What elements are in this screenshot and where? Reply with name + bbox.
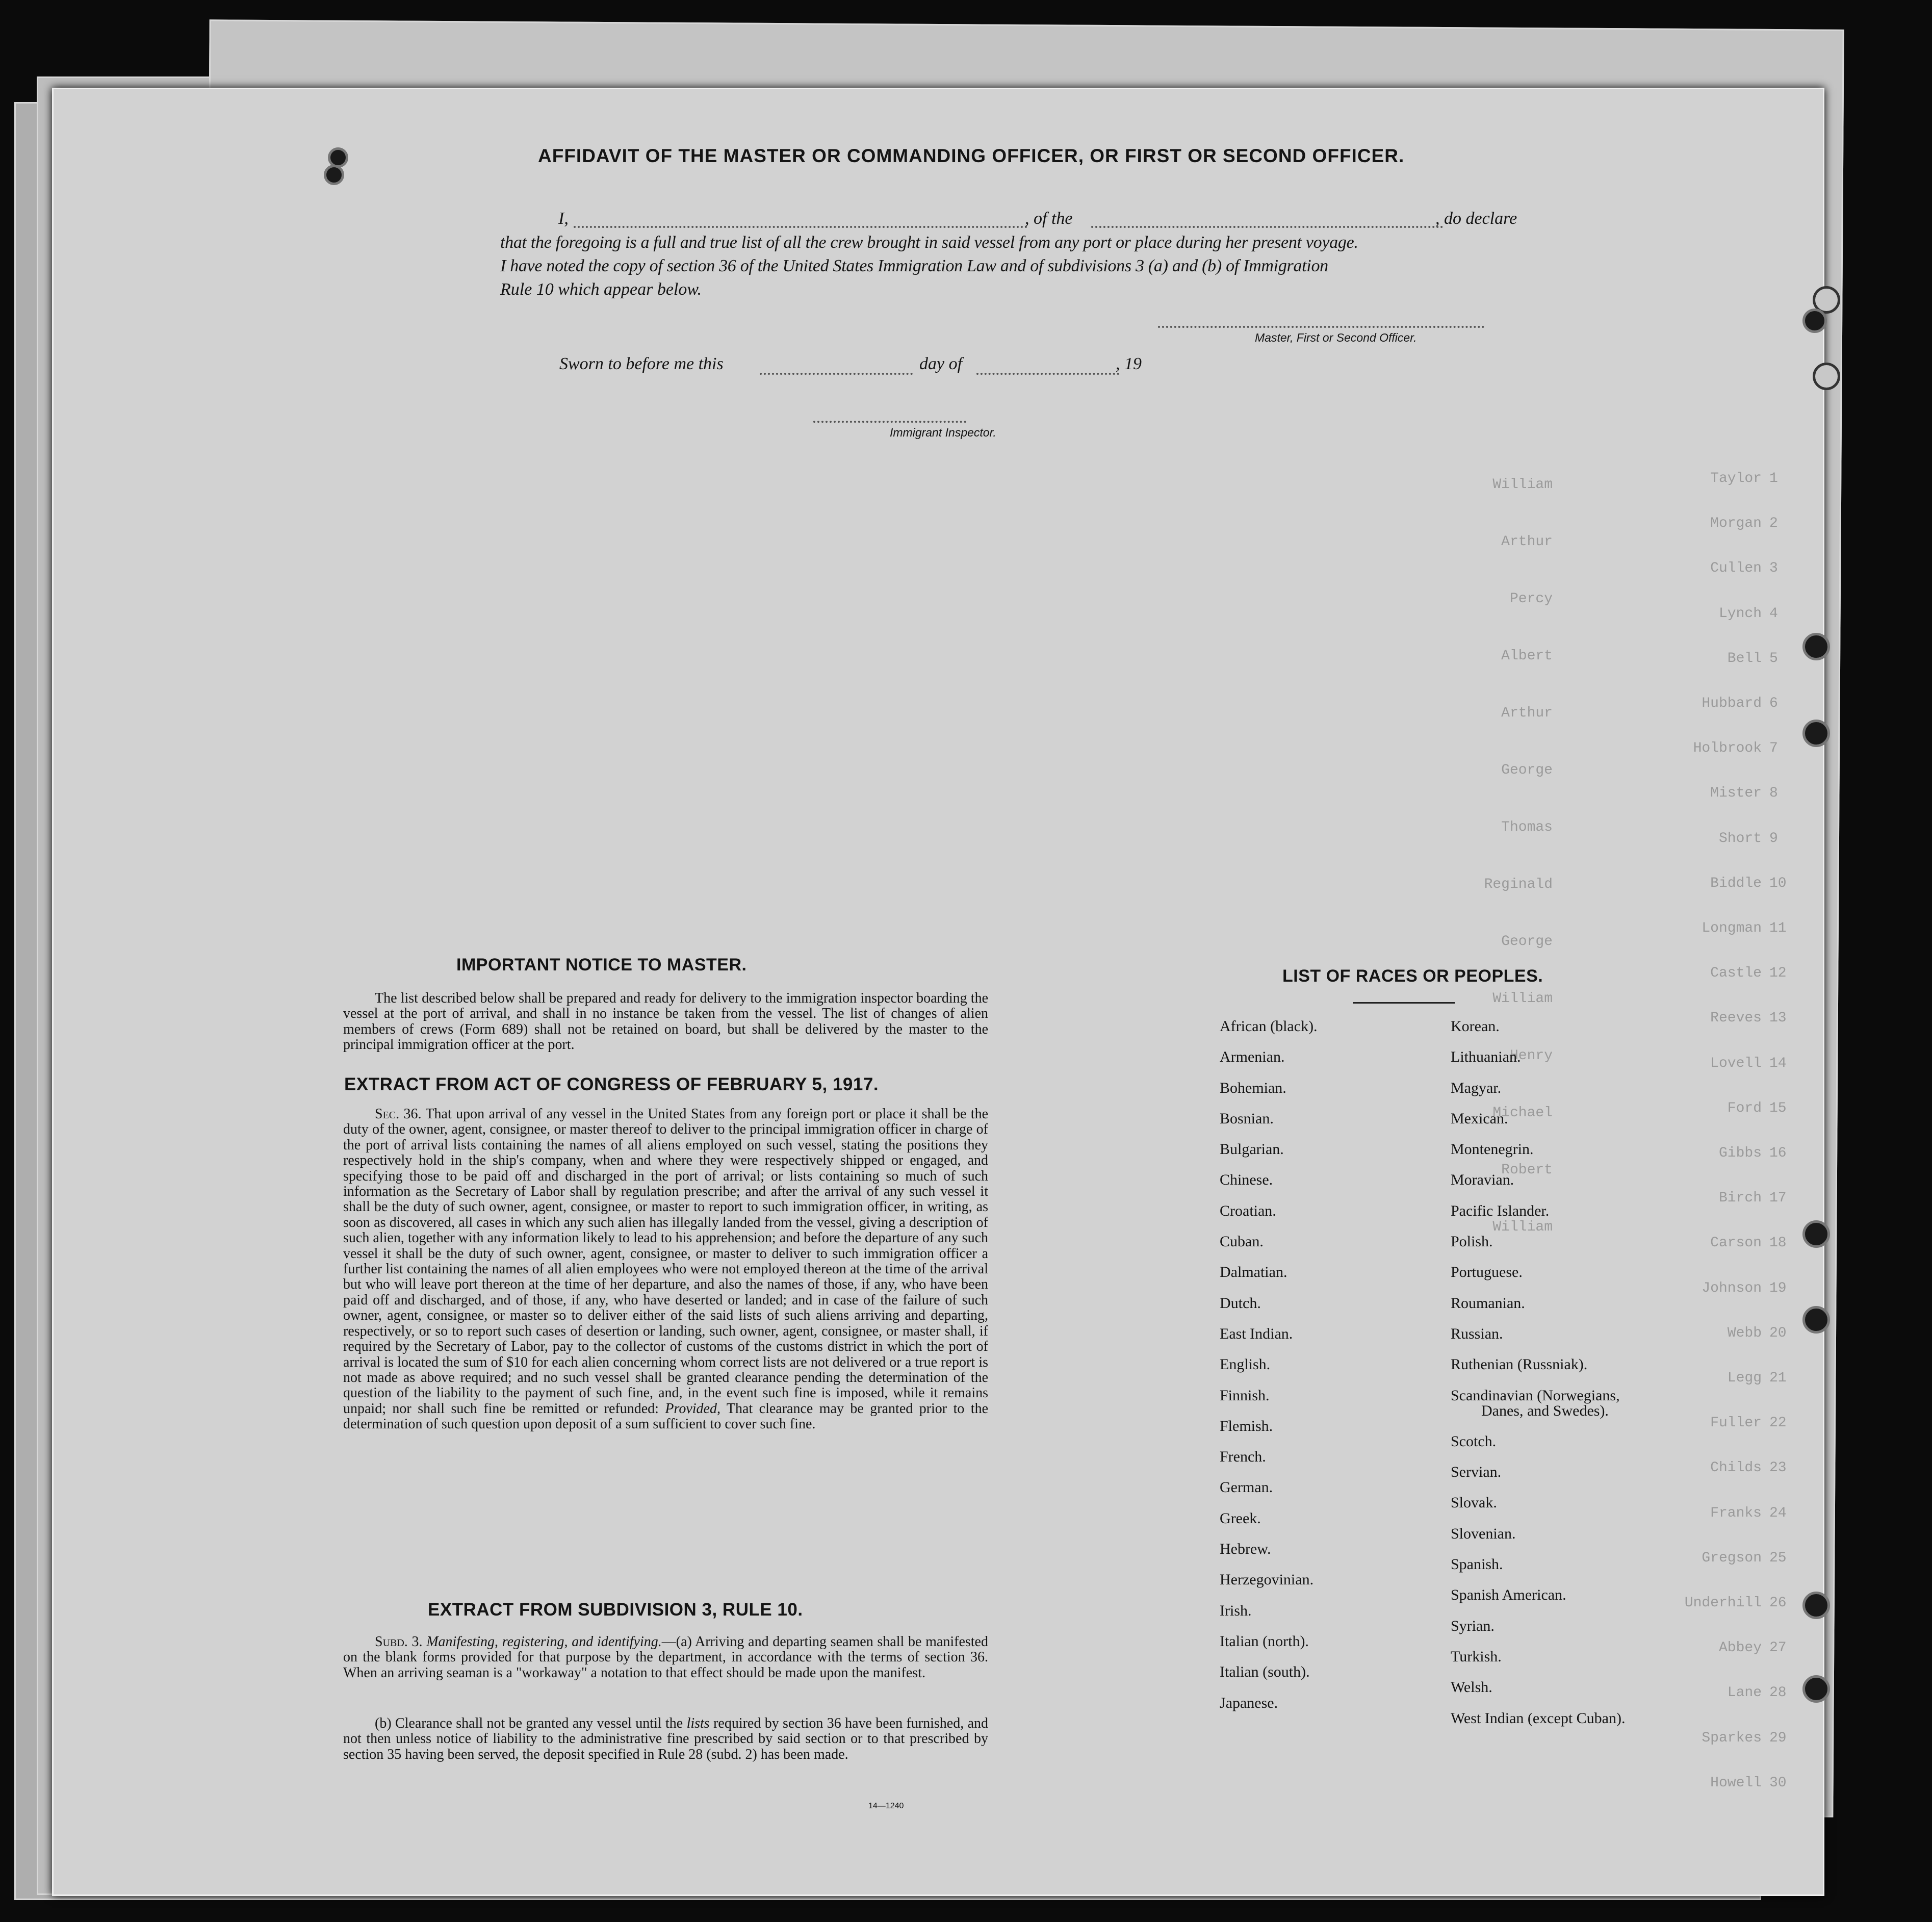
- race-right-item: Polish.: [1451, 1233, 1493, 1250]
- race-right-item: Slovenian.: [1451, 1525, 1516, 1542]
- binding-hole: [1802, 633, 1830, 660]
- race-right-item: Moravian.: [1451, 1171, 1514, 1189]
- ghost-text: Mister: [1710, 785, 1762, 802]
- ghost-text: Henry: [1509, 1048, 1553, 1064]
- ghost-text: Ford: [1727, 1100, 1762, 1116]
- ghost-text: 10: [1769, 875, 1787, 891]
- ghost-row-numbers: [1769, 456, 1800, 1806]
- ghost-text: 23: [1769, 1460, 1787, 1476]
- race-right-item: Magyar.: [1451, 1079, 1502, 1096]
- ghost-text: Abbey: [1718, 1640, 1762, 1656]
- ghost-text: Sparkes: [1702, 1730, 1762, 1746]
- ghost-text: Reeves: [1710, 1010, 1762, 1027]
- affidavit-do-declare: , do declare: [1435, 209, 1517, 228]
- race-right-item: Welsh.: [1451, 1679, 1492, 1696]
- ghost-text: 18: [1769, 1235, 1787, 1251]
- ghost-text: 2: [1769, 516, 1778, 532]
- ghost-text: Lane: [1727, 1685, 1762, 1701]
- ghost-text: Birch: [1718, 1190, 1762, 1207]
- binding-hole: [1802, 1592, 1830, 1619]
- rule-body-b-lists: lists: [686, 1715, 710, 1731]
- ghost-text: Childs: [1710, 1460, 1762, 1476]
- form-number: 14—1240: [868, 1802, 904, 1810]
- affidavit-line-3: I have noted the copy of section 36 of the United States Immigration Law and of subdivisions 3 (a) and (b) of Immigration: [500, 257, 1328, 275]
- ghost-text: Robert: [1501, 1162, 1553, 1178]
- race-left-item: Chinese.: [1220, 1171, 1273, 1189]
- affidavit-line-2: that the foregoing is a full and true list of all the crew brought in said vessel from any port or place during her present voyage.: [500, 233, 1358, 252]
- ghost-text: Howell: [1710, 1775, 1762, 1791]
- ghost-text: Longman: [1702, 920, 1762, 937]
- race-right-item: Danes, and Swedes).: [1481, 1402, 1609, 1419]
- race-right-item: Roumanian.: [1451, 1294, 1525, 1312]
- day-of-text: day of: [919, 354, 963, 373]
- binding-hole: [1802, 1220, 1830, 1248]
- ghost-text: Biddle: [1710, 875, 1762, 891]
- ghost-text: 3: [1769, 560, 1778, 577]
- ghost-text: Lynch: [1718, 605, 1762, 622]
- race-right-item: Servian.: [1451, 1464, 1502, 1481]
- ghost-text: Thomas: [1501, 819, 1553, 835]
- ghost-text: George: [1501, 934, 1553, 950]
- rule-body-a: —(a) Arriving and departing seamen shall be manifested on the blank forms provided for that purpose by the department, in accordance with the terms of section 36. When an arriving seaman is a "workaway" a notation to that effect should be made upon the manifest.: [343, 1634, 988, 1681]
- ghost-text: Gregson: [1702, 1550, 1762, 1566]
- ghost-text: 21: [1769, 1370, 1787, 1387]
- ghost-text: Gibbs: [1718, 1145, 1762, 1162]
- rule-subd-label: Subd. 3.: [375, 1634, 423, 1650]
- ghost-text: 12: [1769, 965, 1787, 982]
- ghost-text: Fuller: [1710, 1415, 1762, 1431]
- ghost-text: George: [1501, 762, 1553, 778]
- race-left-item: East Indian.: [1220, 1325, 1293, 1342]
- ghost-text: 14: [1769, 1055, 1787, 1071]
- race-left-item: Croatian.: [1220, 1202, 1276, 1219]
- race-right-item: Montenegrin.: [1451, 1141, 1534, 1158]
- race-right-item: Korean.: [1451, 1018, 1500, 1035]
- vessel-name-field[interactable]: [1091, 226, 1443, 228]
- rule-text-b: [343, 1716, 988, 1762]
- race-left-item: English.: [1220, 1356, 1271, 1373]
- ghost-text: 30: [1769, 1775, 1787, 1791]
- ghost-text: 24: [1769, 1505, 1787, 1521]
- ghost-text: 8: [1769, 785, 1778, 802]
- affidavit-title: AFFIDAVIT OF THE MASTER OR COMMANDING OFFICER, OR FIRST OR SECOND OFFICER.: [538, 145, 1405, 166]
- ghost-text: Holbrook: [1693, 740, 1762, 757]
- race-left-item: African (black).: [1220, 1018, 1318, 1035]
- ghost-text: Johnson: [1702, 1280, 1762, 1296]
- ghost-text: Michael: [1492, 1105, 1553, 1121]
- race-left-item: Hebrew.: [1220, 1541, 1271, 1558]
- rule-body-b1: (b) Clearance shall not be granted any vessel until the: [375, 1715, 683, 1731]
- race-right-item: West Indian (except Cuban).: [1451, 1709, 1626, 1727]
- rule-body-b2: required by section 36 have been furnished, and not then unless notice of liability to the administrative fine prescribed by said section or to that prescribed by section 35 having been served, the deposit specified in Rule 28 (subd. 2) has been made.: [343, 1715, 989, 1762]
- race-left-item: Japanese.: [1220, 1694, 1278, 1711]
- race-right-item: Spanish American.: [1451, 1586, 1566, 1604]
- binding-hole: [1802, 720, 1830, 747]
- notice-body: The list described below shall be prepared and ready for delivery to the immigration inspector boarding the vessel at the port of arrival, and shall in no instance be taken from the vessel. The list of changes of alien members of crews (Form 689) shall not be retained on board, but shall be delivered by the master to the principal immigration officer at the port.: [343, 990, 988, 1053]
- ghost-text: Webb: [1727, 1325, 1762, 1341]
- ghost-text: Arthur: [1501, 534, 1553, 550]
- ghost-text: 5: [1769, 650, 1778, 667]
- race-right-item: Mexican.: [1451, 1110, 1508, 1127]
- act-body-end: That clearance may be granted prior to the determination of such question upon deposit of a sum sufficient to cover such fine.: [343, 1400, 988, 1432]
- affidavit-of-the: , of the: [1025, 209, 1073, 228]
- inspector-signature-field[interactable]: [813, 421, 966, 423]
- rule-title: EXTRACT FROM SUBDIVISION 3, RULE 10.: [428, 1600, 803, 1620]
- ghost-text: 29: [1769, 1730, 1787, 1746]
- ghost-text: 19: [1769, 1280, 1787, 1296]
- ghost-text: 7: [1769, 740, 1778, 757]
- ghost-text: Taylor: [1710, 471, 1762, 486]
- sworn-day-field[interactable]: [760, 373, 913, 375]
- ghost-text: Hubbard: [1702, 696, 1762, 712]
- race-left-item: Irish.: [1220, 1602, 1252, 1619]
- rule-text-a: [343, 1634, 988, 1681]
- ghost-text: 1: [1769, 471, 1778, 486]
- ghost-text: Castle: [1710, 965, 1762, 982]
- binding-hole: [1813, 363, 1840, 390]
- race-left-item: Dutch.: [1220, 1294, 1261, 1312]
- ghost-text: Arthur: [1501, 705, 1553, 721]
- notice-title: IMPORTANT NOTICE TO MASTER.: [456, 955, 747, 975]
- race-left-item: Cuban.: [1220, 1233, 1264, 1250]
- ghost-text: 25: [1769, 1550, 1787, 1566]
- manifest-page: [52, 88, 1824, 1896]
- year-text: , 19: [1116, 354, 1142, 373]
- ghost-text: Morgan: [1710, 516, 1762, 532]
- act-sec-label: Sec. 36.: [375, 1106, 422, 1122]
- ghost-text: 6: [1769, 696, 1778, 712]
- race-right-item: Pacific Islander.: [1451, 1202, 1550, 1219]
- ghost-text: Carson: [1710, 1235, 1762, 1251]
- ghost-text: 11: [1769, 920, 1787, 937]
- ghost-text: 22: [1769, 1415, 1787, 1431]
- ghost-text: Albert: [1501, 648, 1553, 664]
- race-left-item: Italian (north).: [1220, 1632, 1309, 1650]
- race-left-item: Herzegovinian.: [1220, 1571, 1314, 1588]
- race-right-item: Scotch.: [1451, 1432, 1497, 1450]
- rule-subd-italic: Manifesting, registering, and identifying.: [426, 1634, 662, 1650]
- race-left-item: Bulgarian.: [1220, 1141, 1284, 1158]
- ghost-text: William: [1492, 1219, 1553, 1235]
- race-right-item: Syrian.: [1451, 1617, 1495, 1634]
- ghost-text: Short: [1718, 830, 1762, 847]
- affidavit-line-4: Rule 10 which appear below.: [500, 280, 702, 299]
- race-left-item: Flemish.: [1220, 1417, 1273, 1434]
- inspector-label: Immigrant Inspector.: [890, 426, 996, 439]
- ghost-text: Reginald: [1484, 877, 1553, 892]
- ghost-text: 16: [1769, 1145, 1787, 1162]
- act-provided: Provided,: [665, 1400, 720, 1417]
- races-left-column: [1220, 1016, 1318, 1724]
- race-right-item: Lithuanian.: [1451, 1048, 1521, 1066]
- ghost-text: Legg: [1727, 1370, 1762, 1387]
- race-right-item: Spanish.: [1451, 1556, 1503, 1573]
- ghost-text: 28: [1769, 1685, 1787, 1701]
- race-right-item: Scandinavian (Norwegians,: [1451, 1387, 1620, 1404]
- officer-signature-field[interactable]: [1158, 326, 1484, 328]
- binding-hole: [1802, 309, 1827, 333]
- ghost-text: Percy: [1509, 591, 1553, 607]
- ghost-text: 9: [1769, 830, 1778, 847]
- ghost-text: 13: [1769, 1010, 1787, 1027]
- ghost-text: 26: [1769, 1595, 1787, 1611]
- affidavit-i: I,: [558, 209, 569, 228]
- race-left-item: Armenian.: [1220, 1048, 1285, 1066]
- races-title-rule: [1353, 1002, 1455, 1004]
- race-right-item: Portuguese.: [1451, 1264, 1523, 1281]
- ghost-text: Underhill: [1684, 1595, 1762, 1611]
- ghost-text: 4: [1769, 605, 1778, 622]
- ghost-text: Cullen: [1710, 560, 1762, 577]
- sworn-text: Sworn to before me this: [559, 354, 724, 373]
- race-left-item: German.: [1220, 1479, 1273, 1496]
- race-left-item: Finnish.: [1220, 1387, 1270, 1404]
- notice-text: [343, 991, 988, 1053]
- race-left-item: Dalmatian.: [1220, 1264, 1287, 1281]
- races-title: LIST OF RACES OR PEOPLES.: [1282, 966, 1543, 986]
- race-right-item: Slovak.: [1451, 1494, 1497, 1511]
- declarant-name-field[interactable]: [574, 226, 1027, 228]
- ghost-text: Bell: [1727, 650, 1762, 667]
- act-body: That upon arrival of any vessel in the United States from any foreign port or place it shall be the duty of the owner, agent, consignee, or master thereof to deliver to the principal immigration officer in charge of the port of arrival lists containing the names of all aliens employed on such vessel, stating the positions they respectively hold in the ship's company, when and where they were respectively shipped or engaged, and specifying those to be paid off and discharged in the port of arrival; or lists containing so much of such information as the Secretary of Labor shall by regulation prescribe; and after the arrival of any such vessel it shall be the duty of such owner, agent, consignee, or master to report to such immigration officer, in writing, as soon as discovered, all cases in which any such alien has illegally landed from the vessel, giving a description of such alien, together with any information likely to lead to his apprehension; and before the departure of any such vessel it shall be the duty of such owner, agent, consignee, or master to deliver to such immigration officer a further list containing the names of all alien employees who were not employed thereon at the time of the arrival but who will leave port thereon at the time of her departure, and also the names of those, if any, who have been paid off and discharged, and of those, if any, who have deserted or landed; and in case of the failure of such owner, agent, consignee, or master so to deliver either of the said lists of such aliens arriving and departing, respectively, or so to report such cases of desertion or landing, such owner, agent, consignee, or master shall, if required by the Secretary of Labor, pay to the collector of customs of the customs district in which the port of arrival is located the sum of $10 for each alien concerning whom correct lists are not delivered or a true report is not made as above required; and no such vessel shall be granted clearance pending the determination of the question of the liability to the payment of such fine, and, in the event such fine is imposed, while it remains unpaid; nor shall such fine be remitted or refunded:: [343, 1106, 989, 1417]
- signature-label: Master, First or Second Officer.: [1255, 331, 1417, 344]
- race-right-item: Turkish.: [1451, 1648, 1502, 1665]
- race-left-item: Greek.: [1220, 1509, 1261, 1527]
- ghost-text: 15: [1769, 1100, 1787, 1116]
- ghost-text: 27: [1769, 1640, 1787, 1656]
- race-right-item: Russian.: [1451, 1325, 1503, 1342]
- race-left-item: Bohemian.: [1220, 1079, 1286, 1096]
- ghost-text: Franks: [1710, 1505, 1762, 1521]
- ghost-text: William: [1492, 991, 1553, 1007]
- binding-hole: [1802, 1306, 1830, 1334]
- ghost-text: 17: [1769, 1190, 1787, 1207]
- races-right-column: [1451, 1016, 1625, 1739]
- act-title: EXTRACT FROM ACT OF CONGRESS OF FEBRUARY 5, 1917.: [344, 1074, 879, 1094]
- binding-hole: [324, 165, 344, 185]
- act-text: [343, 1107, 988, 1432]
- binding-hole: [1802, 1675, 1830, 1703]
- race-left-item: Bosnian.: [1220, 1110, 1274, 1127]
- ghost-text: Lovell: [1710, 1055, 1762, 1071]
- race-right-item: Ruthenian (Russniak).: [1451, 1356, 1588, 1373]
- race-left-item: French.: [1220, 1448, 1266, 1466]
- race-left-item: Italian (south).: [1220, 1663, 1310, 1681]
- sworn-month-field[interactable]: [976, 373, 1119, 375]
- ghost-text: 20: [1769, 1325, 1787, 1341]
- ghost-text: William: [1492, 477, 1553, 493]
- ghost-surnames: [1670, 456, 1762, 1806]
